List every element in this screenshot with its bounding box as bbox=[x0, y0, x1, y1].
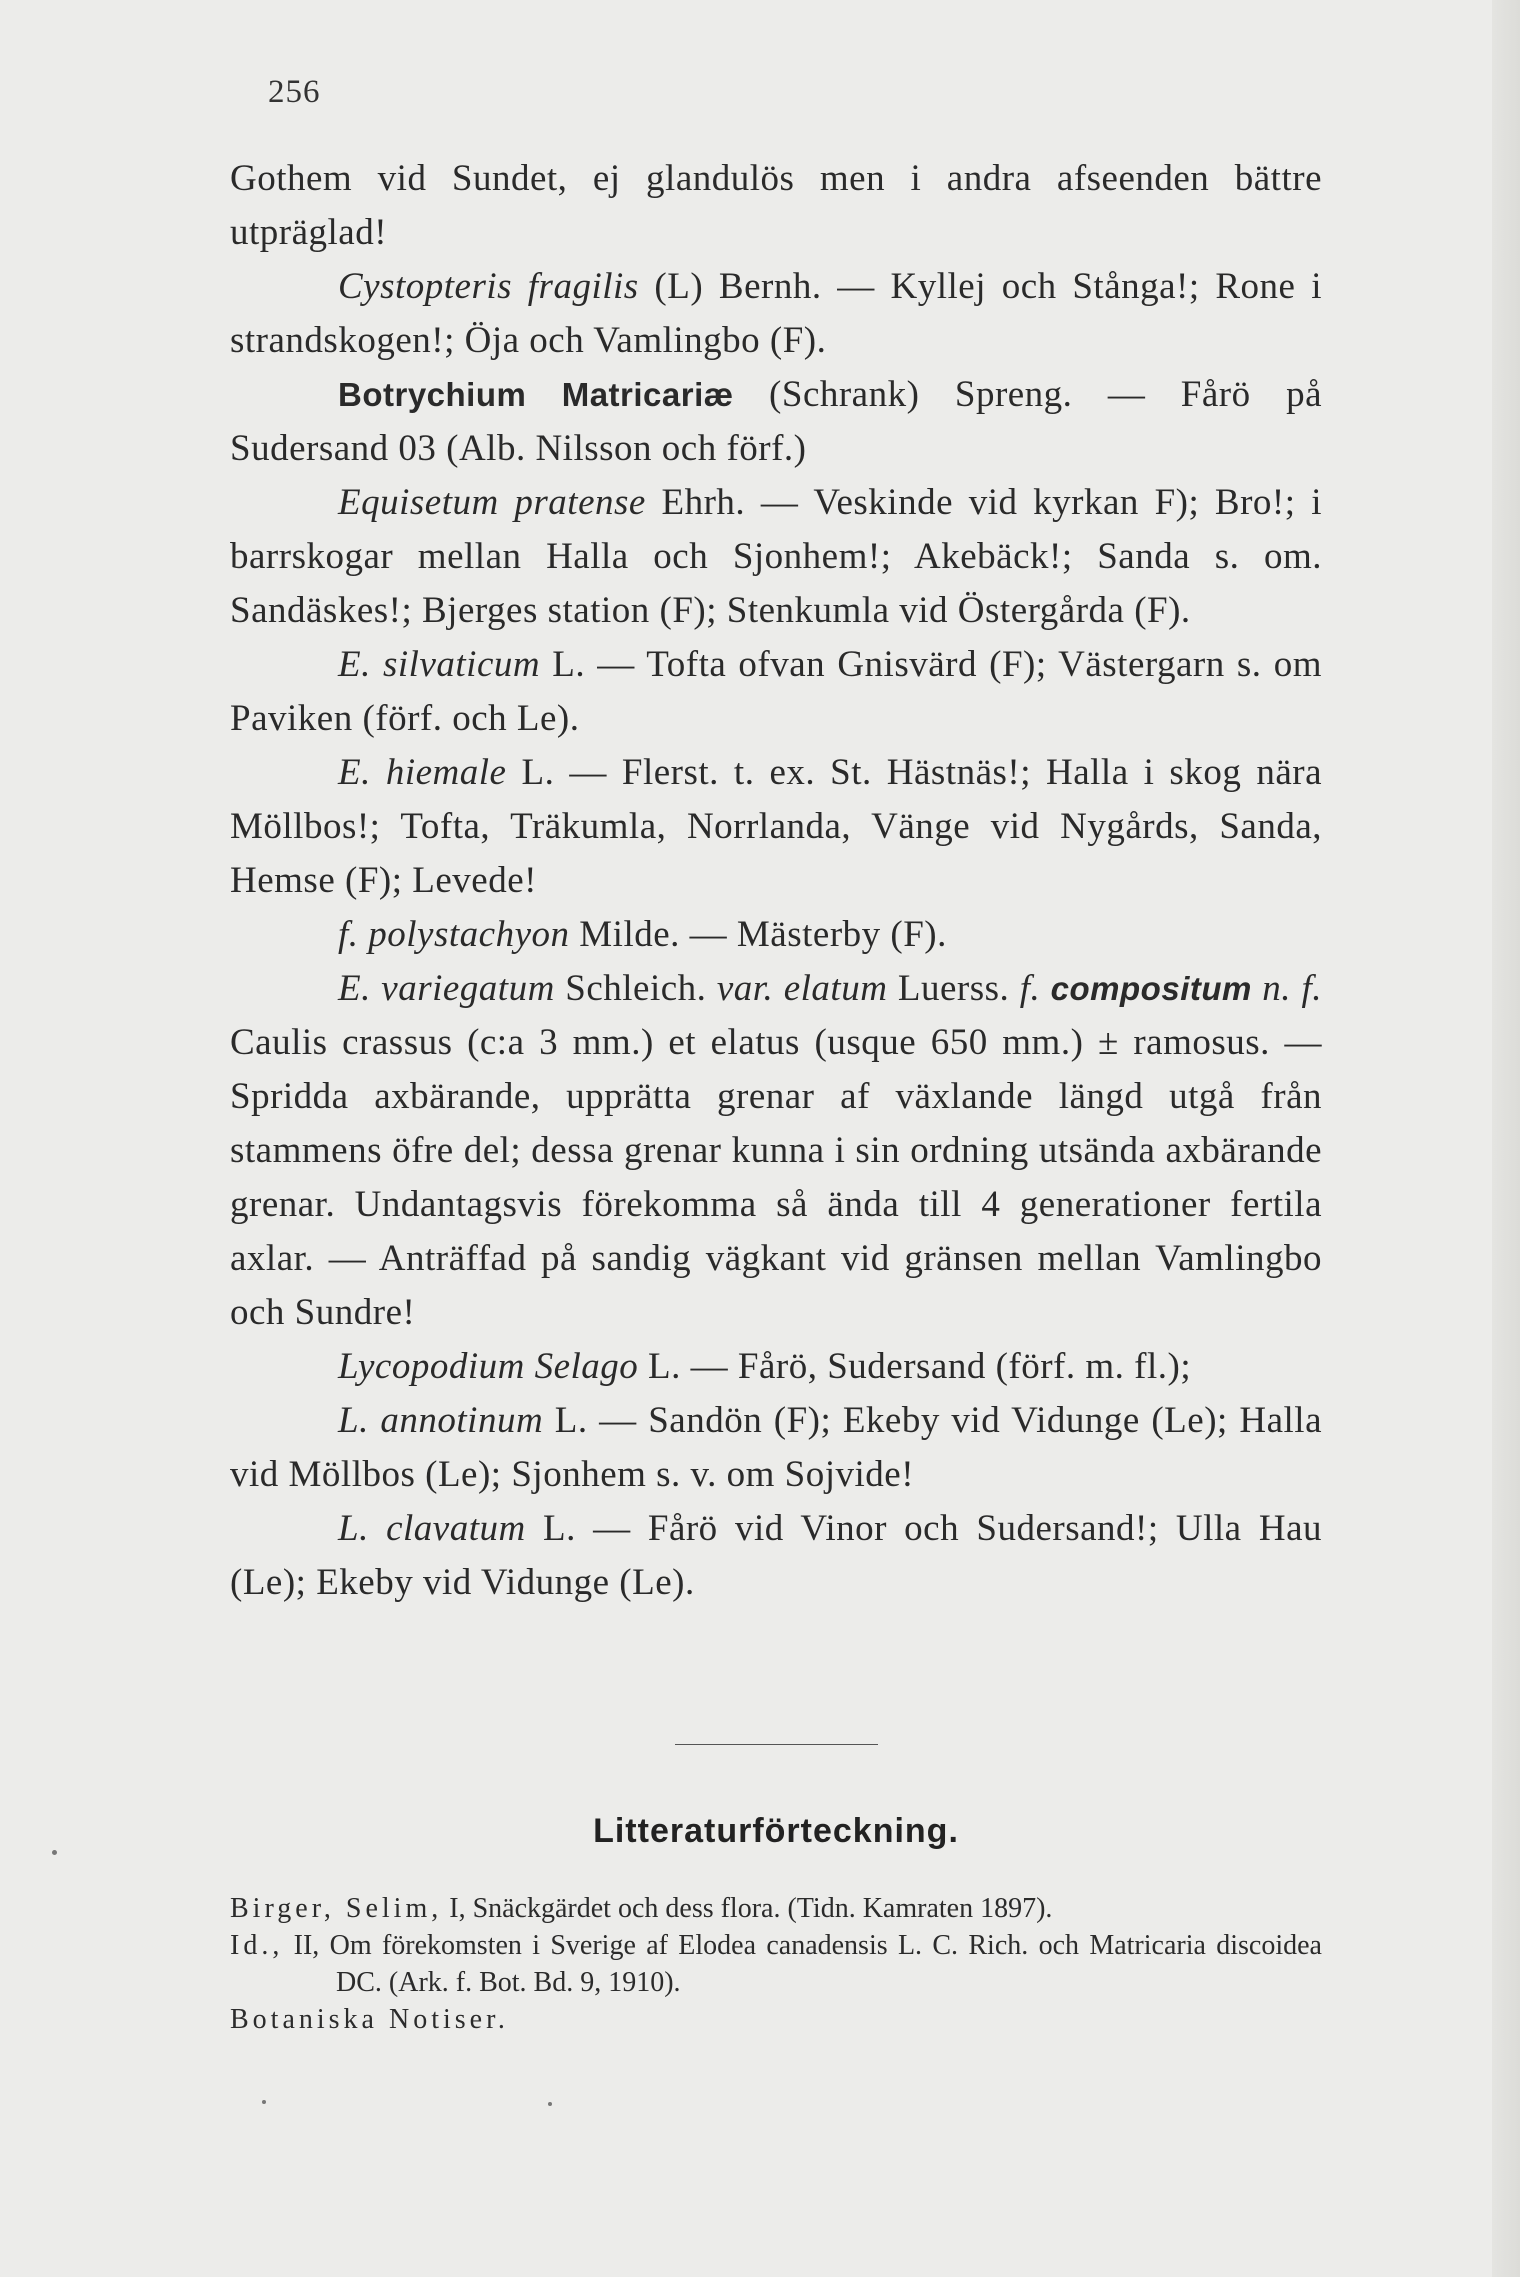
entry-equisetum-pratense bbox=[230, 476, 1322, 638]
literature-footer: Botaniska Notiser. bbox=[230, 2004, 509, 2035]
taxon-name: E. hiemale bbox=[338, 752, 507, 793]
spacer-text bbox=[1040, 968, 1050, 1009]
entry-text: L. — Flerst. t. ex. St. Hästnäs!; Halla i skog nära Möllbos!; Tofta, Träkumla, Norrlanda, Vänge vid Nygårds, Sanda, Hemse (F); Levede! bbox=[230, 752, 1323, 901]
literature-text: II, Om förekomsten i Sverige af Elodea canadensis L. C. Rich. och Matricaria discoidea DC. (Ark. f. Bot. Bd. 9, 1910). bbox=[283, 1930, 1322, 1998]
entry-text: Milde. — Mästerby (F). bbox=[569, 914, 947, 955]
paragraph-text: Gothem vid Sundet, ej glandulös men i andra afseenden bättre utpräglad! bbox=[230, 158, 1322, 253]
page-number: 256 bbox=[268, 74, 321, 110]
entry-text: L. — Fårö, Sudersand (förf. m. fl.); bbox=[638, 1346, 1192, 1387]
new-form-abbrev: n. f. bbox=[1251, 968, 1323, 1009]
taxon-name: Lycopodium Selago bbox=[338, 1346, 639, 1387]
literature-text: I, Snäckgärdet och dess flora. (Tidn. Kamraten 1897). bbox=[442, 1893, 1053, 1924]
taxon-name: Equisetum pratense bbox=[338, 482, 646, 523]
literature-author: Birger, Selim, bbox=[230, 1893, 443, 1924]
entry-text: L. — Tofta ofvan Gnisvärd (F); Västergarn s. om Paviken (förf. och Le). bbox=[230, 644, 1322, 739]
entry-text: (Schrank) Spreng. — Fårö på Sudersand 03 (Alb. Nilsson och förf.) bbox=[230, 374, 1322, 469]
print-speck bbox=[548, 2102, 552, 2106]
print-speck bbox=[262, 2100, 266, 2104]
entry-equisetum-silvaticum bbox=[230, 638, 1322, 746]
taxon-name: Cystopteris fragilis bbox=[338, 266, 639, 307]
entry-cystopteris bbox=[230, 260, 1322, 368]
taxon-name: E. silvaticum bbox=[338, 644, 541, 685]
variety-name: var. elatum bbox=[716, 968, 888, 1009]
body-text bbox=[230, 152, 1322, 1610]
taxon-name: L. annotinum bbox=[338, 1400, 544, 1441]
literature-author: Id., bbox=[230, 1930, 284, 1961]
entry-text: L. — Fårö vid Vinor och Sudersand!; Ulla Hau (Le); Ekeby vid Vidunge (Le). bbox=[230, 1508, 1322, 1603]
entry-equisetum-hiemale bbox=[230, 746, 1322, 908]
entry-text: L. — Sandön (F); Ekeby vid Vidunge (Le); Halla vid Möllbos (Le); Sjonhem s. v. om Sojvide! bbox=[230, 1400, 1322, 1495]
literature-heading: Litteraturförteckning. bbox=[593, 1812, 959, 1850]
taxon-name: Botrychium Matricariæ bbox=[338, 376, 734, 413]
section-divider bbox=[675, 1744, 878, 1745]
paragraph-gothem bbox=[230, 152, 1322, 260]
entry-text: Ehrh. — Veskinde vid kyrkan F); Bro!; i barrskogar mellan Halla och Sjonhem!; Akebäck!; Sanda s. om. Sandäskes!; Bjerges station (F); Stenkumla vid Östergårda (F). bbox=[230, 482, 1323, 631]
entry-lycopodium-annotinum bbox=[230, 1394, 1322, 1502]
new-form-name: compositum bbox=[1050, 970, 1252, 1007]
entry-polystachyon bbox=[230, 908, 1322, 962]
literature-entry bbox=[230, 1890, 1322, 1927]
entry-botrychium bbox=[230, 368, 1322, 476]
taxon-name: E. variegatum bbox=[338, 968, 555, 1009]
author-text: Luerss. bbox=[887, 968, 1020, 1009]
author-text: Schleich. bbox=[554, 968, 717, 1009]
literature-entry bbox=[230, 1927, 1322, 2001]
taxon-name: f. polystachyon bbox=[338, 914, 570, 955]
page-edge-shadow bbox=[1492, 0, 1520, 2277]
entry-equisetum-variegatum bbox=[230, 962, 1322, 1340]
entry-text: (L) Bernh. — Kyllej och Stånga!; Rone i strandskogen!; Öja och Vamlingbo (F). bbox=[230, 266, 1322, 361]
taxon-name: L. clavatum bbox=[338, 1508, 526, 1549]
literature-list bbox=[230, 1890, 1322, 2038]
entry-text: Caulis crassus (c:a 3 mm.) et elatus (usque 650 mm.) ± ramosus. — Spridda axbärande, upprätta grenar af växlande längd utgå från stammens öfre del; dessa grenar kunna i sin ordning utsända axbärande grenar. Undantagsvis förekomma så ända till 4 generationer fertila axlar. — Anträffad på sandig vägkant vid gränsen mellan Vamlingbo och Sundre! bbox=[230, 1022, 1322, 1333]
forma-abbrev: f. bbox=[1019, 968, 1041, 1009]
entry-lycopodium-selago bbox=[230, 1340, 1322, 1394]
print-speck bbox=[52, 1850, 57, 1855]
entry-lycopodium-clavatum bbox=[230, 1502, 1322, 1610]
